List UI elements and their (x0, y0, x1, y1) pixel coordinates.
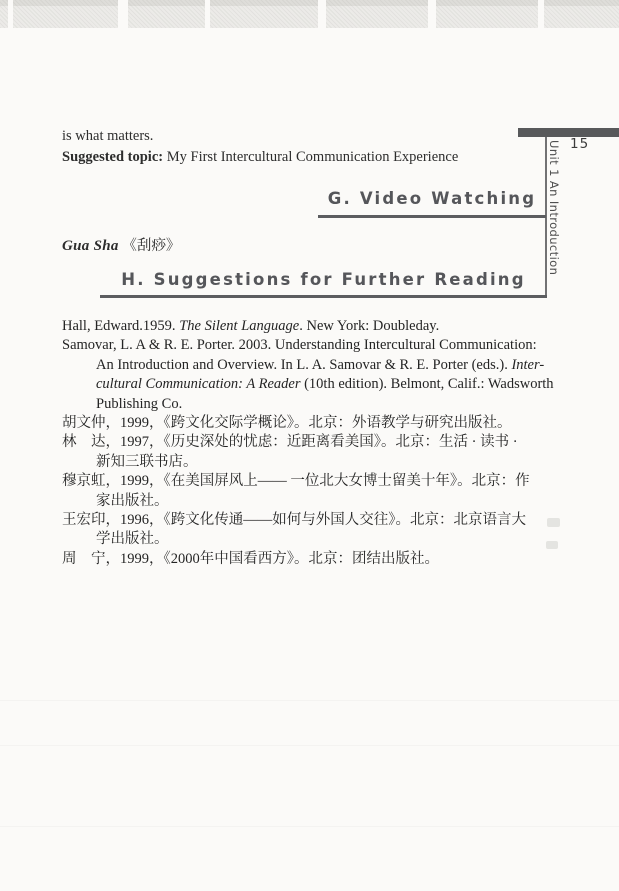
unit-tab-bar (518, 128, 619, 137)
reference-line-lin-2: 新知三联书店。 (96, 453, 198, 470)
scan-line-artifact (0, 745, 619, 746)
scan-texture-strip (0, 0, 619, 28)
scan-gap (205, 0, 210, 28)
reference-line-hall (62, 317, 562, 336)
ref-book-title: Inter- (511, 356, 545, 373)
reference-line-wang-2: 学出版社。 (96, 531, 169, 548)
reference-line-wang-1: 王宏印，1996，《跨文化传通——如何与外国人交往》。北京：北京语言大 (62, 512, 526, 529)
ref-text: Hall, Edward.1959. (62, 318, 180, 334)
reference-line-lin-1: 林 达，1997，《历史深处的忧虑：近距离看美国》。北京：生活 · 读书 · (62, 434, 518, 451)
scan-gap (538, 0, 544, 28)
scan-gap (8, 0, 13, 28)
reference-line-samovar-3 (62, 375, 562, 394)
suggested-topic-label: Suggested topic: (62, 149, 164, 165)
scan-gap (428, 0, 436, 28)
film-title-english: Gua Sha (62, 238, 119, 254)
film-title-line (62, 234, 180, 255)
scan-gap (318, 0, 326, 28)
ref-text: (10th edition). Belmont, Calif.: Wadsworth (300, 376, 554, 393)
reference-line-hu: 胡文仲，1999，《跨文化交际学概论》。北京：外语教学与研究出版社。 (62, 415, 512, 432)
reference-line-samovar-4: Publishing Co. (96, 395, 183, 412)
unit-sidebar-label: Unit 1 An Introduction (547, 140, 561, 276)
reference-line-samovar-1: Samovar, L. A & R. E. Porter. 2003. Understanding Intercultural Communication: (62, 337, 537, 354)
reference-line-mu-1: 穆京虹，1999，《在美国屏风上—— 一位北大女博士留美十年》。北京：作 (62, 473, 530, 490)
scan-gap (118, 0, 128, 28)
reference-list (62, 317, 562, 569)
ref-book-title: cultural Communication: A Reader (96, 376, 301, 393)
reference-line-zhou: 周 宁，1999，《2000年中国看西方》。北京：团结出版社。 (62, 550, 439, 567)
film-title-chinese: 《刮痧》 (122, 238, 181, 254)
scan-line-artifact (0, 826, 619, 827)
ref-text: . New York: Doubleday. (299, 318, 440, 334)
reference-line-samovar-2 (62, 356, 562, 375)
intro-line: is what matters. (62, 128, 154, 144)
scan-smudge (546, 541, 558, 549)
scan-smudge (547, 518, 560, 527)
section-heading-further-reading: H. Suggestions for Further Reading (100, 270, 547, 298)
scan-texture-edge (0, 0, 619, 6)
ref-text: An Introduction and Overview. In L. A. Samovar & R. E. Porter (eds.). (96, 356, 512, 373)
suggested-topic-value: My First Intercultural Communication Experience (163, 149, 459, 165)
ref-book-title: The Silent Language (179, 318, 300, 334)
intro-paragraph (62, 126, 552, 168)
scan-line-artifact (0, 700, 619, 701)
page-number: 15 (570, 136, 590, 152)
reference-line-mu-2: 家出版社。 (96, 492, 169, 509)
section-heading-video-watching: G. Video Watching (318, 189, 546, 218)
suggested-topic-line (62, 147, 552, 168)
